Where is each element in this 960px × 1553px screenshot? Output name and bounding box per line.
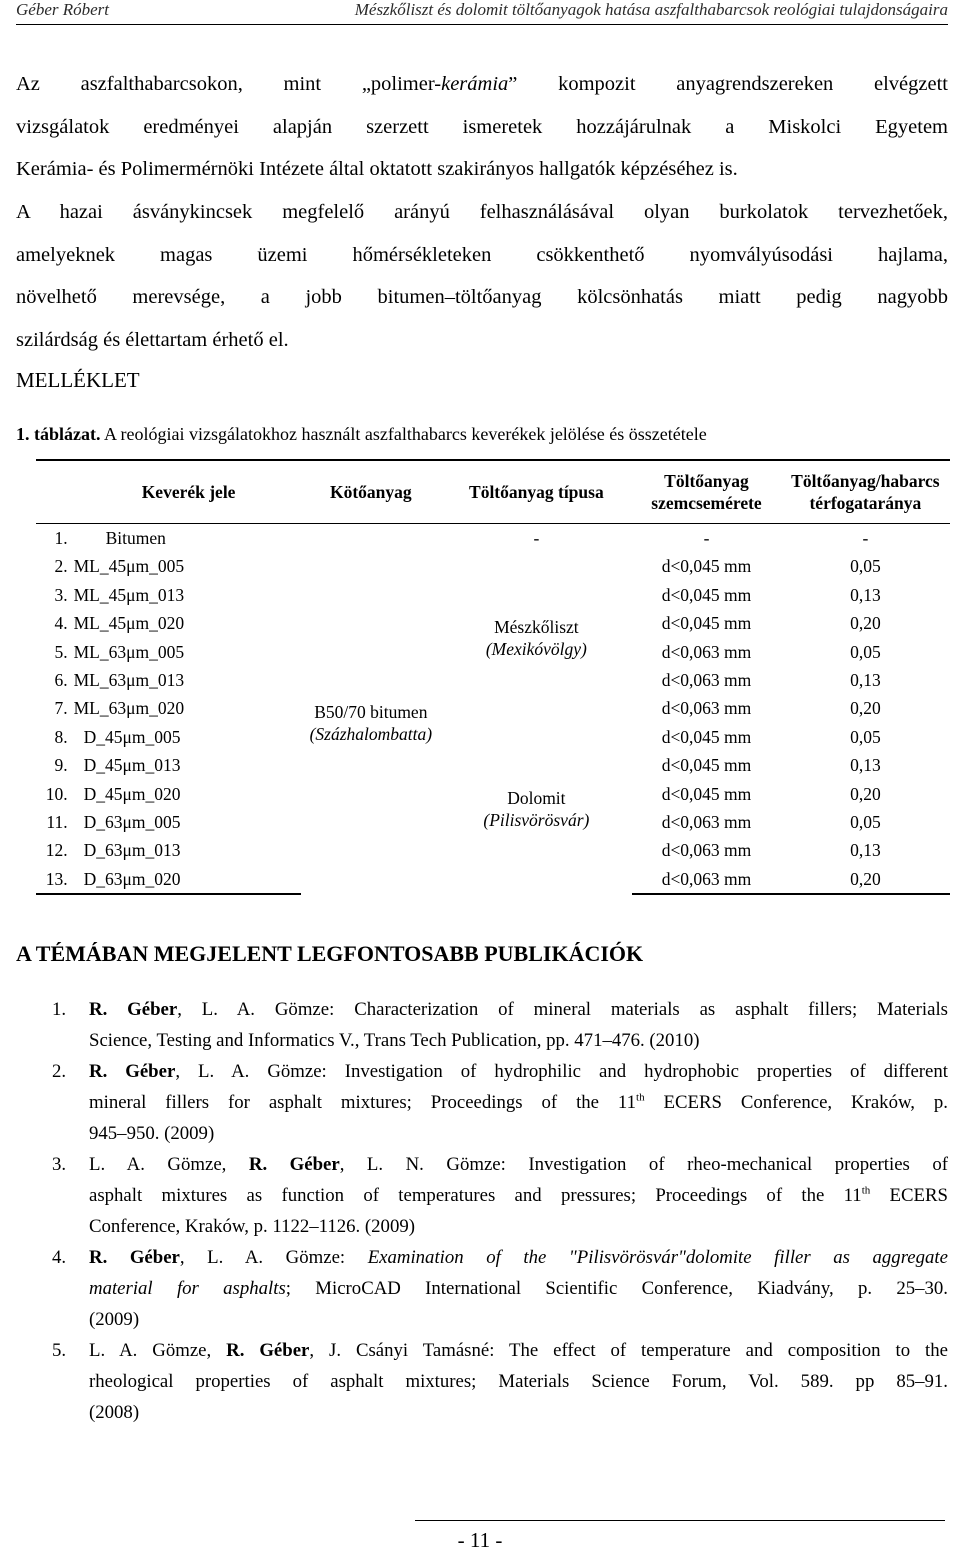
header-grain-size: Töltőanyag szemcsemérete — [632, 460, 781, 524]
table-row: 9. D_45μm_013 d<0,045 mm 0,13 — [54, 755, 881, 776]
table-row: 7. ML_63μm_020 d<0,063 mm 0,20 — [54, 698, 881, 719]
table-row: 3. ML_45μm_013 d<0,045 mm 0,13 — [54, 584, 881, 605]
filler-dolomite-cell: Dolomit (Pilisvörösvár) — [483, 787, 590, 830]
publication-item: 5. L. A. Gömze, R. Géber, J. Csányi Tamásné: The effect of temperature and composition to the rheological properties of asphalt mixtures; Materials Science Forum, Vol. 589. pp 85–91. (2008) — [52, 1340, 948, 1423]
header-title: Mészkőliszt és dolomit töltőanyagok hatása aszfalthabarcsok reológiai tulajdonságaira — [354, 0, 948, 19]
publication-item: 3. L. A. Gömze, R. Géber, L. N. Gömze: Investigation of rheo-mechanical properties of asphalt mixtures as function of temperatures and pressures; Proceedings of the 11th ECERS Conference, Kraków, p. 1122–1126. (2009) — [52, 1154, 949, 1237]
header-author: Géber Róbert — [16, 0, 110, 19]
running-header — [16, 0, 948, 25]
table-row: 1. Bitumen - - - — [54, 528, 869, 549]
filler-limestone-cell: Mészkőliszt (Mexikóvölgy) — [485, 616, 587, 659]
publications-heading: A TÉMÁBAN MEGJELENT LEGFONTOSABB PUBLIKÁCIÓK — [16, 941, 644, 966]
publication-item: 1. R. Géber, L. A. Gömze: Characterization of mineral materials as asphalt fillers; Materials Science, Testing and Informatics V., Trans Tech Publication, pp. 471–476. (2010) — [52, 999, 948, 1051]
table-row: 10. D_45μm_020 d<0,045 mm 0,20 — [45, 783, 881, 804]
table-row: 13. D_63μm_020 d<0,063 mm 0,20 — [36, 865, 950, 894]
mix-table — [36, 459, 950, 895]
publication-item: 4. R. Géber, L. A. Gömze: Examination of the "Pilisvörösvár"dolomite filler as aggregate material for asphalts; MicroCAD International Scientific Conference, Kiadvány, p. 25–30. (2009) — [52, 1247, 949, 1330]
header-binder: Kötőanyag — [301, 460, 440, 524]
table-caption-label: 1. táblázat. — [16, 424, 101, 444]
table-row: 8. D_45μm_005 Dolomit (Pilisvörösvár) d<0,045 mm 0,05 — [36, 723, 950, 751]
binder-cell: B50/70 bitumen (Százhalombatta) — [309, 702, 433, 745]
appendix-heading: MELLÉKLET — [16, 368, 140, 392]
header-filler-type: Töltőanyag típusa — [441, 460, 633, 524]
table-row: 11. D_63μm_005 d<0,063 mm 0,05 — [46, 812, 881, 833]
table-caption — [16, 424, 707, 445]
table-row: 12. D_63μm_013 d<0,063 mm 0,13 — [45, 840, 881, 861]
header-mix: Keverék jele — [36, 460, 301, 524]
table-row: 5. ML_63μm_005 d<0,063 mm 0,05 — [54, 641, 881, 662]
page-number: - 11 - — [457, 1528, 503, 1552]
publication-item: 2. R. Géber, L. A. Gömze: Investigation of hydrophilic and hydrophobic properties of different mineral fillers for asphalt mixtures; Proceedings of the 11th ECERS Conference, Kraków, p. 945–950. (2009) — [52, 1061, 948, 1144]
table-row: 2. ML_45μm_005 B50/70 bitumen (Százhalombatta) Mészkőliszt (Mexikóvölgy) d<0,045 mm 0,05 — [36, 552, 950, 580]
table-row: 6. ML_63μm_013 d<0,063 mm 0,13 — [54, 670, 881, 691]
table-caption-text: A reológiai vizsgálatokhoz használt aszfalthabarcs keverékek jelölése és összetétele — [100, 424, 707, 444]
publication-list — [16, 994, 948, 1428]
footer-rule — [415, 1520, 945, 1521]
paragraph-education: Az aszfalthabarcsokon, mint „polimer-kerámia” kompozit anyagrendszereken elvégzett vizsgálatok eredményei alapján szerzett ismeretek hozzájárulnak a Miskolci Egyetem Kerámia- és Polimermérnöki Intézete által oktatott szakirányos hallgatók képzéséhez is. — [16, 73, 948, 180]
paragraph-minerals: A hazai ásványkincsek megfelelő arányú felhasználásával olyan burkolatok tervezhetőek, amelyeknek magas üzemi hőmérsékleteken csökkenthető nyomvályúsodási hajlama, növelhető merevsége, a jobb bitumen–töltőanyag kölcsönhatás miatt pedig nagyobb szilárdság és élettartam érhető el. — [16, 201, 948, 351]
table-header-row — [36, 460, 950, 524]
table-row: 4. ML_45μm_020 d<0,045 mm 0,20 — [54, 613, 881, 634]
header-volume-ratio: Töltőanyag/habarcs térfogataránya — [781, 460, 950, 524]
italic-keramia: kerámia — [441, 73, 509, 95]
